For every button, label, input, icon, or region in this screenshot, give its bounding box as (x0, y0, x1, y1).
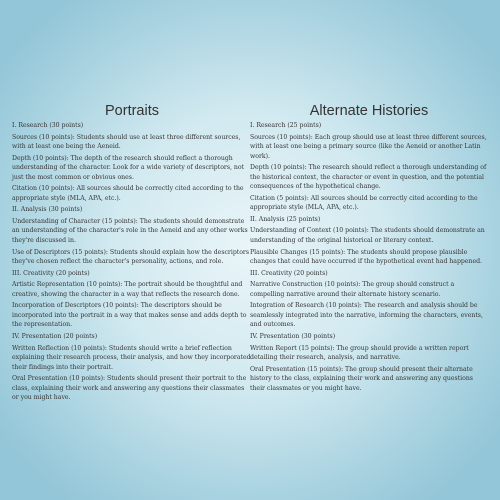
alternate-histories-title: Alternate Histories (309, 103, 429, 119)
portraits-citation-item: Citation (10 points): All sources should be correctly cited according to the appropriate style (MLA, APA, etc.). (12, 185, 244, 202)
histories-written-report-item: Written Report (15 points): The group should provide a written report detailing their research, analysis, and narrative. (250, 344, 469, 362)
portraits-incorporation-item: Incorporation of Descriptors (10 points): The descriptors should be incorporated into the portrait in a way that makes sense and adds depth to the representation. (12, 302, 247, 329)
histories-research-heading: I. Research (25 points) (250, 122, 322, 129)
histories-context-item: Understanding of Context (10 points): The students should demonstrate an understanding of the original historical or literary context. (250, 227, 485, 244)
portraits-analysis-heading: II. Analysis (30 points) (12, 206, 83, 214)
portraits-research-heading: I. Research (30 points) (12, 122, 84, 129)
histories-depth-item: Depth (10 points): The research should reflect a thorough understanding of the historical context, the character or event in question, and the potential consequences of the hypothetical change. (250, 164, 487, 191)
histories-presentation-heading: IV. Presentation (30 points) (250, 332, 336, 340)
portraits-presentation-heading: IV. Presentation (20 points) (12, 332, 98, 340)
histories-creativity-heading: III. Creativity (20 points) (250, 269, 328, 277)
histories-sources-item: Sources (10 points): Each group should use at least three different sources, with at least one being a primary source (like the Aeneid or another Latin work). (250, 133, 487, 160)
histories-plausible-item: Plausible Changes (15 points): The students should propose plausible changes that could have occurred if the hypothetical event had happened. (250, 248, 482, 266)
portraits-title: Portraits (105, 103, 159, 119)
portraits-oral-item: Oral Presentation (10 points): Students should present their portrait to the class, explaining their work and answering any questions their classmates or you might have. (12, 375, 247, 402)
portraits-column (12, 103, 252, 405)
portraits-creativity-heading: III. Creativity (20 points) (12, 269, 90, 277)
portraits-artistic-item: Artistic Representation (10 points): The portrait should be thoughtful and creative, showing the character in a way that reflects the research done. (12, 281, 243, 298)
histories-narrative-item: Narrative Construction (10 points): The group should construct a compelling narrative around their alternate history scenario. (250, 281, 455, 298)
portraits-reflection-item: Written Reflection (10 points): Students should write a brief reflection explaining their research process, their analysis, and how they incorporated their findings into their portrait. (12, 344, 251, 371)
portraits-descriptors-item: Use of Descriptors (15 points): Students should explain how the descriptors they've chosen reflect the character's personality, actions, and role. (12, 248, 250, 266)
histories-analysis-heading: II. Analysis (25 points) (250, 215, 321, 223)
portraits-sources-item: Sources (10 points): Students should use at least three different sources, with at least one being the Aeneid. (12, 133, 241, 151)
histories-oral-item: Oral Presentation (15 points): The group should present their alternate history to the class, explaining their work and answering any questions their classmates or you might have. (250, 365, 473, 392)
alternate-histories-column (250, 103, 488, 395)
histories-integration-item: Integration of Research (10 points): The research and analysis should be seamlessly integrated into the narrative, informing the characters, events, and outcomes. (250, 302, 483, 329)
portraits-depth-item: Depth (10 points): The depth of the research should reflect a thorough understanding of the character. Look for a wide variety of descriptors, not just the most common or obvious ones. (12, 154, 245, 181)
histories-citation-item: Citation (5 points): All sources should be correctly cited according to the appropriate style (MLA, APA, etc.). (250, 194, 478, 212)
portraits-understanding-item: Understanding of Character (15 points): The students should demonstrate an understanding of the character's role in the Aeneid and any other works they're discussed in. (12, 217, 248, 244)
